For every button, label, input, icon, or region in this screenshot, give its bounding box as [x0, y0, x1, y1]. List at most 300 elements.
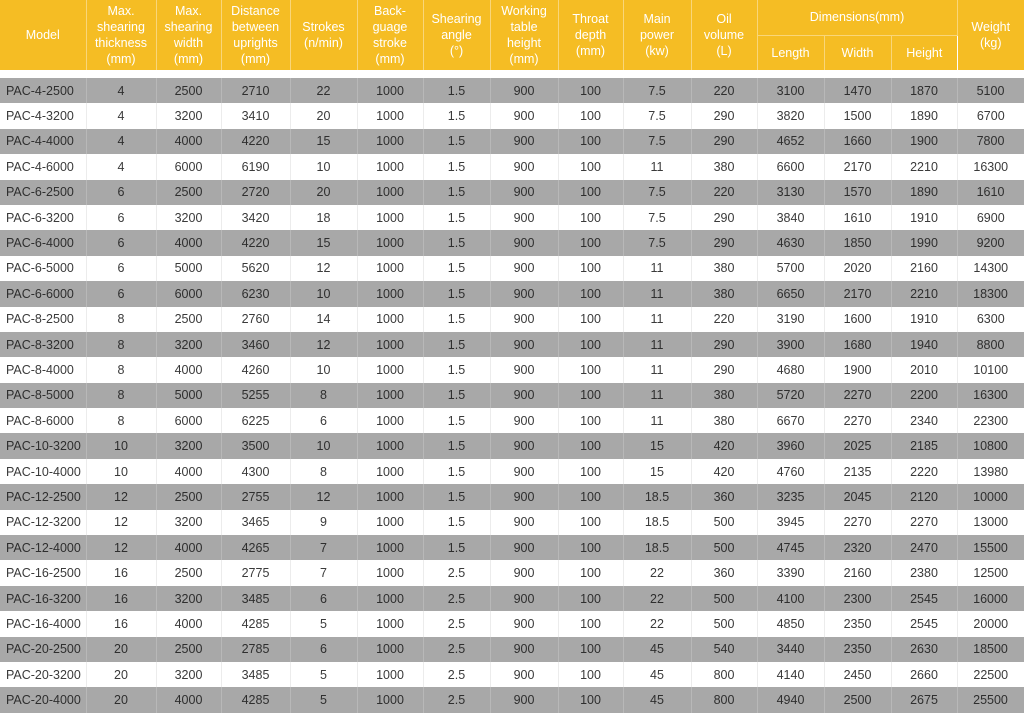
- strokes-cell: 10: [290, 281, 357, 306]
- oil-cell: 360: [691, 560, 757, 585]
- thickness-cell: 6: [86, 205, 156, 230]
- dim-width-cell: 2160: [824, 560, 891, 585]
- strokes-cell: 6: [290, 408, 357, 433]
- angle-cell: 1.5: [423, 154, 490, 179]
- header-line: Main: [643, 12, 671, 26]
- width-cell: 4000: [156, 129, 221, 154]
- throat-cell: 100: [558, 662, 623, 687]
- uprights-cell: 4220: [221, 230, 290, 255]
- weight-cell: 8800: [957, 332, 1024, 357]
- dim-width-cell: 2270: [824, 510, 891, 535]
- thickness-cell: 4: [86, 129, 156, 154]
- thickness-cell: 4: [86, 103, 156, 128]
- angle-cell: 1.5: [423, 459, 490, 484]
- dim-width-cell: 1680: [824, 332, 891, 357]
- dim-width-cell: 2350: [824, 611, 891, 636]
- thickness-cell: 12: [86, 484, 156, 509]
- table-height-cell: 900: [490, 560, 558, 585]
- strokes-cell: 10: [290, 433, 357, 458]
- table-row: [0, 459, 1024, 484]
- height-cell: 2120: [891, 484, 957, 509]
- power-cell: 11: [623, 383, 691, 408]
- table-height-cell: 900: [490, 281, 558, 306]
- weight-header: [957, 0, 1024, 70]
- header-line: (mm): [106, 52, 136, 66]
- model-cell: PAC-6-6000: [0, 281, 86, 306]
- dimensions-header: Dimensions(mm): [757, 0, 957, 35]
- length-cell: 6670: [757, 408, 824, 433]
- weight-cell: 16300: [957, 383, 1024, 408]
- strokes-cell: 6: [290, 637, 357, 662]
- height-cell: 1890: [891, 180, 957, 205]
- power-cell: 22: [623, 611, 691, 636]
- max-shearing-thickness-header: [86, 0, 156, 70]
- model-cell: PAC-4-3200: [0, 103, 86, 128]
- table-height-cell: 900: [490, 484, 558, 509]
- header-line: Throat: [572, 12, 609, 26]
- header-line: (mm): [509, 52, 539, 66]
- oil-cell: 360: [691, 484, 757, 509]
- power-cell: 11: [623, 357, 691, 382]
- height-cell: 1910: [891, 307, 957, 332]
- header-line: (n/min): [304, 36, 343, 50]
- width-cell: 3200: [156, 433, 221, 458]
- table-height-cell: 900: [490, 662, 558, 687]
- width-header: Width: [824, 35, 891, 70]
- angle-cell: 1.5: [423, 230, 490, 255]
- table-height-cell: 900: [490, 687, 558, 712]
- header-line: volume: [703, 28, 745, 42]
- table-row: [0, 154, 1024, 179]
- table-height-cell: 900: [490, 611, 558, 636]
- height-cell: 2270: [891, 510, 957, 535]
- angle-cell: 2.5: [423, 662, 490, 687]
- table-row: [0, 560, 1024, 585]
- header-line: Max.: [107, 4, 135, 18]
- model-cell: PAC-16-4000: [0, 611, 86, 636]
- model-cell: PAC-12-4000: [0, 535, 86, 560]
- oil-cell: 500: [691, 611, 757, 636]
- header-line: Max.: [174, 4, 203, 18]
- throat-cell: 100: [558, 129, 623, 154]
- model-cell: PAC-10-3200: [0, 433, 86, 458]
- table-row: [0, 637, 1024, 662]
- dim-width-cell: 1500: [824, 103, 891, 128]
- oil-cell: 800: [691, 662, 757, 687]
- width-cell: 4000: [156, 611, 221, 636]
- model-cell: PAC-20-4000: [0, 687, 86, 712]
- oil-cell: 380: [691, 256, 757, 281]
- length-cell: 4652: [757, 129, 824, 154]
- distance-between-uprights-header: [221, 0, 290, 70]
- table-row: [0, 230, 1024, 255]
- header-line: table: [510, 20, 538, 34]
- oil-cell: 380: [691, 154, 757, 179]
- oil-cell: 290: [691, 205, 757, 230]
- oil-cell: 380: [691, 383, 757, 408]
- table-row: [0, 383, 1024, 408]
- uprights-cell: 2720: [221, 180, 290, 205]
- width-cell: 4000: [156, 687, 221, 712]
- length-cell: 5720: [757, 383, 824, 408]
- height-header: Height: [891, 35, 957, 70]
- power-cell: 11: [623, 281, 691, 306]
- weight-cell: 10800: [957, 433, 1024, 458]
- oil-cell: 290: [691, 332, 757, 357]
- throat-cell: 100: [558, 205, 623, 230]
- table-row: [0, 484, 1024, 509]
- weight-cell: 25500: [957, 687, 1024, 712]
- model-cell: PAC-16-2500: [0, 560, 86, 585]
- height-cell: 2010: [891, 357, 957, 382]
- weight-cell: 15500: [957, 535, 1024, 560]
- header-line: Oil: [716, 12, 732, 26]
- length-cell: 3820: [757, 103, 824, 128]
- power-cell: 7.5: [623, 230, 691, 255]
- length-cell: 3390: [757, 560, 824, 585]
- strokes-cell: 10: [290, 357, 357, 382]
- dim-width-cell: 2300: [824, 586, 891, 611]
- angle-cell: 2.5: [423, 611, 490, 636]
- backguage-cell: 1000: [357, 103, 423, 128]
- height-cell: 2210: [891, 281, 957, 306]
- height-cell: 1990: [891, 230, 957, 255]
- throat-cell: 100: [558, 332, 623, 357]
- thickness-cell: 10: [86, 459, 156, 484]
- header-line: (mm): [575, 44, 606, 58]
- dim-width-cell: 2320: [824, 535, 891, 560]
- thickness-cell: 16: [86, 611, 156, 636]
- dim-width-cell: 1470: [824, 78, 891, 103]
- length-cell: 4850: [757, 611, 824, 636]
- power-cell: 15: [623, 459, 691, 484]
- model-cell: PAC-8-4000: [0, 357, 86, 382]
- dim-width-cell: 2020: [824, 256, 891, 281]
- header-line: angle: [441, 28, 472, 42]
- weight-cell: 6900: [957, 205, 1024, 230]
- length-cell: 3945: [757, 510, 824, 535]
- header-line: Working: [501, 4, 547, 18]
- angle-cell: 1.5: [423, 383, 490, 408]
- throat-cell: 100: [558, 281, 623, 306]
- strokes-cell: 9: [290, 510, 357, 535]
- weight-cell: 1610: [957, 180, 1024, 205]
- model-cell: PAC-6-3200: [0, 205, 86, 230]
- backguage-cell: 1000: [357, 459, 423, 484]
- height-cell: 2470: [891, 535, 957, 560]
- strokes-cell: 12: [290, 332, 357, 357]
- header-line: (L): [716, 44, 732, 58]
- oil-cell: 220: [691, 78, 757, 103]
- strokes-cell: 6: [290, 586, 357, 611]
- header-line: power: [639, 28, 675, 42]
- dim-width-cell: 1900: [824, 357, 891, 382]
- table-row: [0, 129, 1024, 154]
- width-cell: 3200: [156, 103, 221, 128]
- uprights-cell: 4220: [221, 129, 290, 154]
- oil-cell: 420: [691, 433, 757, 458]
- power-cell: 7.5: [623, 180, 691, 205]
- uprights-cell: 4260: [221, 357, 290, 382]
- header-line: (mm): [173, 52, 204, 66]
- uprights-cell: 4285: [221, 687, 290, 712]
- dim-width-cell: 2170: [824, 281, 891, 306]
- table-height-cell: 900: [490, 510, 558, 535]
- table-height-cell: 900: [490, 459, 558, 484]
- table-height-cell: 900: [490, 408, 558, 433]
- weight-cell: 12500: [957, 560, 1024, 585]
- table-row: [0, 611, 1024, 636]
- backguage-cell: 1000: [357, 129, 423, 154]
- length-cell: 3840: [757, 205, 824, 230]
- weight-cell: 22500: [957, 662, 1024, 687]
- uprights-cell: 4285: [221, 611, 290, 636]
- header-line: Distance: [231, 4, 280, 18]
- power-cell: 7.5: [623, 129, 691, 154]
- table-row: [0, 408, 1024, 433]
- length-cell: 4760: [757, 459, 824, 484]
- angle-cell: 1.5: [423, 510, 490, 535]
- oil-volume-header: [691, 0, 757, 70]
- power-cell: 11: [623, 332, 691, 357]
- model-cell: PAC-4-6000: [0, 154, 86, 179]
- dim-width-cell: 2350: [824, 637, 891, 662]
- power-cell: 7.5: [623, 205, 691, 230]
- throat-cell: 100: [558, 560, 623, 585]
- angle-cell: 1.5: [423, 205, 490, 230]
- backguage-stroke-header: [357, 0, 423, 70]
- height-cell: 1870: [891, 78, 957, 103]
- strokes-cell: 8: [290, 459, 357, 484]
- table-height-cell: 900: [490, 637, 558, 662]
- oil-cell: 290: [691, 230, 757, 255]
- backguage-cell: 1000: [357, 230, 423, 255]
- table-height-cell: 900: [490, 383, 558, 408]
- table-height-cell: 900: [490, 332, 558, 357]
- angle-cell: 2.5: [423, 586, 490, 611]
- throat-cell: 100: [558, 459, 623, 484]
- header-line: stroke: [372, 36, 408, 50]
- uprights-cell: 3485: [221, 586, 290, 611]
- header-line: uprights: [233, 36, 278, 50]
- length-cell: 3100: [757, 78, 824, 103]
- angle-cell: 1.5: [423, 180, 490, 205]
- power-cell: 11: [623, 408, 691, 433]
- weight-cell: 6300: [957, 307, 1024, 332]
- thickness-cell: 12: [86, 510, 156, 535]
- thickness-cell: 8: [86, 332, 156, 357]
- length-cell: 3130: [757, 180, 824, 205]
- angle-cell: 1.5: [423, 433, 490, 458]
- power-cell: 22: [623, 560, 691, 585]
- strokes-cell: 5: [290, 662, 357, 687]
- height-cell: 2660: [891, 662, 957, 687]
- model-cell: PAC-10-4000: [0, 459, 86, 484]
- length-cell: 6600: [757, 154, 824, 179]
- backguage-cell: 1000: [357, 611, 423, 636]
- header-line: (mm): [240, 52, 271, 66]
- angle-cell: 2.5: [423, 637, 490, 662]
- height-cell: 2160: [891, 256, 957, 281]
- header-line: Strokes: [302, 20, 345, 34]
- strokes-cell: 12: [290, 484, 357, 509]
- length-cell: 3960: [757, 433, 824, 458]
- oil-cell: 380: [691, 281, 757, 306]
- throat-cell: 100: [558, 307, 623, 332]
- header-line: width: [173, 36, 204, 50]
- width-cell: 4000: [156, 459, 221, 484]
- table-height-cell: 900: [490, 154, 558, 179]
- length-cell: 4630: [757, 230, 824, 255]
- uprights-cell: 3410: [221, 103, 290, 128]
- uprights-cell: 6230: [221, 281, 290, 306]
- width-cell: 2500: [156, 307, 221, 332]
- power-cell: 22: [623, 586, 691, 611]
- table-height-cell: 900: [490, 433, 558, 458]
- header-line: between: [231, 20, 280, 34]
- table-height-cell: 900: [490, 103, 558, 128]
- table-height-cell: 900: [490, 256, 558, 281]
- height-cell: 2545: [891, 611, 957, 636]
- model-cell: PAC-20-3200: [0, 662, 86, 687]
- angle-cell: 1.5: [423, 408, 490, 433]
- table-height-cell: 900: [490, 180, 558, 205]
- oil-cell: 290: [691, 103, 757, 128]
- width-cell: 2500: [156, 637, 221, 662]
- strokes-cell: 5: [290, 687, 357, 712]
- backguage-cell: 1000: [357, 662, 423, 687]
- model-cell: PAC-12-2500: [0, 484, 86, 509]
- strokes-cell: 7: [290, 535, 357, 560]
- width-cell: 3200: [156, 510, 221, 535]
- power-cell: 11: [623, 154, 691, 179]
- strokes-cell: 8: [290, 383, 357, 408]
- throat-cell: 100: [558, 687, 623, 712]
- dim-width-cell: 2270: [824, 408, 891, 433]
- length-header: Length: [757, 35, 824, 70]
- strokes-cell: 14: [290, 307, 357, 332]
- uprights-cell: 2755: [221, 484, 290, 509]
- length-cell: 5700: [757, 256, 824, 281]
- width-cell: 3200: [156, 586, 221, 611]
- oil-cell: 540: [691, 637, 757, 662]
- table-row: [0, 307, 1024, 332]
- height-cell: 2630: [891, 637, 957, 662]
- length-cell: 3190: [757, 307, 824, 332]
- throat-cell: 100: [558, 484, 623, 509]
- angle-cell: 1.5: [423, 357, 490, 382]
- weight-cell: 9200: [957, 230, 1024, 255]
- backguage-cell: 1000: [357, 433, 423, 458]
- thickness-cell: 8: [86, 408, 156, 433]
- table-row: [0, 535, 1024, 560]
- backguage-cell: 1000: [357, 637, 423, 662]
- model-cell: PAC-4-4000: [0, 129, 86, 154]
- oil-cell: 220: [691, 180, 757, 205]
- weight-cell: 18300: [957, 281, 1024, 306]
- uprights-cell: 4300: [221, 459, 290, 484]
- table-row: [0, 103, 1024, 128]
- model-cell: PAC-6-4000: [0, 230, 86, 255]
- angle-cell: 1.5: [423, 256, 490, 281]
- oil-cell: 380: [691, 408, 757, 433]
- weight-cell: 22300: [957, 408, 1024, 433]
- throat-cell: 100: [558, 357, 623, 382]
- weight-cell: 7800: [957, 129, 1024, 154]
- strokes-cell: 22: [290, 78, 357, 103]
- throat-cell: 100: [558, 230, 623, 255]
- backguage-cell: 1000: [357, 332, 423, 357]
- width-cell: 2500: [156, 560, 221, 585]
- height-cell: 2185: [891, 433, 957, 458]
- throat-cell: 100: [558, 154, 623, 179]
- length-cell: 6650: [757, 281, 824, 306]
- weight-cell: 16000: [957, 586, 1024, 611]
- strokes-cell: 7: [290, 560, 357, 585]
- shearing-angle-header: [423, 0, 490, 70]
- table-row: [0, 510, 1024, 535]
- thickness-cell: 6: [86, 281, 156, 306]
- weight-cell: 13980: [957, 459, 1024, 484]
- angle-cell: 2.5: [423, 687, 490, 712]
- uprights-cell: 3420: [221, 205, 290, 230]
- backguage-cell: 1000: [357, 78, 423, 103]
- dim-width-cell: 1850: [824, 230, 891, 255]
- power-cell: 7.5: [623, 78, 691, 103]
- oil-cell: 290: [691, 129, 757, 154]
- power-cell: 45: [623, 687, 691, 712]
- uprights-cell: 5255: [221, 383, 290, 408]
- model-cell: PAC-8-6000: [0, 408, 86, 433]
- angle-cell: 1.5: [423, 78, 490, 103]
- dim-width-cell: 1600: [824, 307, 891, 332]
- dim-width-cell: 2135: [824, 459, 891, 484]
- table-height-cell: 900: [490, 129, 558, 154]
- header-line: shearing: [164, 20, 213, 34]
- angle-cell: 2.5: [423, 560, 490, 585]
- angle-cell: 1.5: [423, 103, 490, 128]
- dim-width-cell: 2270: [824, 383, 891, 408]
- height-cell: 1890: [891, 103, 957, 128]
- table-height-cell: 900: [490, 535, 558, 560]
- throat-cell: 100: [558, 180, 623, 205]
- power-cell: 7.5: [623, 103, 691, 128]
- table-row: [0, 433, 1024, 458]
- length-cell: 3900: [757, 332, 824, 357]
- height-cell: 2675: [891, 687, 957, 712]
- uprights-cell: 2710: [221, 78, 290, 103]
- backguage-cell: 1000: [357, 586, 423, 611]
- uprights-cell: 3465: [221, 510, 290, 535]
- width-cell: 6000: [156, 408, 221, 433]
- table-row: [0, 662, 1024, 687]
- strokes-cell: 15: [290, 230, 357, 255]
- table-header: [0, 0, 1024, 70]
- length-cell: 4680: [757, 357, 824, 382]
- width-cell: 6000: [156, 281, 221, 306]
- uprights-cell: 6190: [221, 154, 290, 179]
- throat-cell: 100: [558, 611, 623, 636]
- power-cell: 18.5: [623, 535, 691, 560]
- weight-cell: 14300: [957, 256, 1024, 281]
- power-cell: 45: [623, 637, 691, 662]
- length-cell: 3235: [757, 484, 824, 509]
- angle-cell: 1.5: [423, 307, 490, 332]
- table-row: [0, 78, 1024, 103]
- table-row: [0, 357, 1024, 382]
- table-row: [0, 281, 1024, 306]
- header-line: Weight: [971, 20, 1011, 34]
